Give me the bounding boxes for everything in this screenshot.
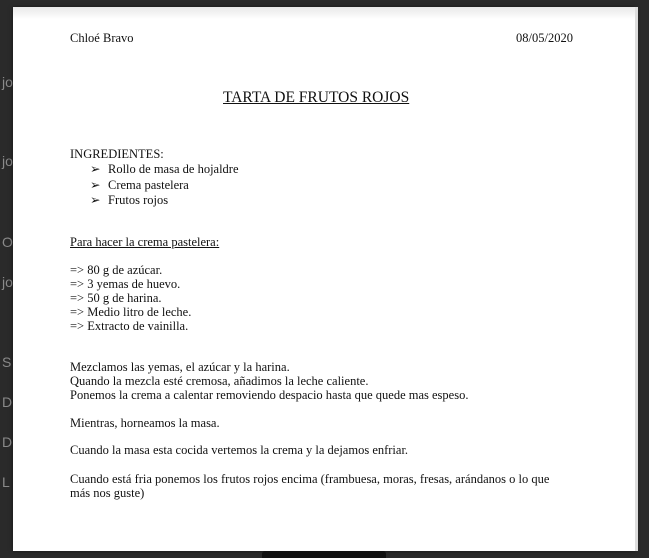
crema-item: => 3 yemas de huevo.	[70, 277, 181, 291]
crema-item: => Extracto de vainilla.	[70, 319, 189, 333]
bullet-icon: ➢	[90, 162, 101, 176]
background-text: L	[2, 474, 10, 490]
ingredient-item: Rollo de masa de hojaldre	[108, 162, 239, 176]
bullet-icon: ➢	[90, 193, 101, 207]
ingredients-heading: INGREDIENTES:	[70, 147, 164, 161]
ingredient-item: Crema pastelera	[108, 178, 189, 192]
background-text: D	[2, 394, 13, 410]
background-text: jo	[2, 153, 13, 169]
document-title: TARTA DE FRUTOS ROJOS	[223, 89, 410, 106]
crema-item: => Medio litro de leche.	[70, 305, 192, 319]
ingredient-item: Frutos rojos	[108, 193, 169, 207]
background-text: D	[2, 434, 13, 450]
scrollbar[interactable]	[635, 7, 638, 551]
step-text: Mientras, horneamos la masa.	[70, 416, 220, 430]
step-text: Quando la mezcla esté cremosa, añadimos la leche caliente.	[70, 374, 369, 388]
step-text: Ponemos la crema a calentar removiendo despacio hasta que quede mas espeso.	[70, 388, 469, 402]
step-text: Cuando la masa esta cocida vertemos la crema y la dejamos enfriar.	[70, 443, 409, 457]
background-text: O	[2, 234, 13, 250]
background-text: jo	[2, 74, 13, 90]
date: 08/05/2020	[516, 31, 573, 45]
author: Chloé Bravo	[70, 31, 134, 45]
bullet-icon: ➢	[90, 178, 101, 192]
document-page	[13, 7, 635, 551]
step-text: Mezclamos las yemas, el azúcar y la harina.	[70, 360, 290, 374]
crema-item: => 50 g de harina.	[70, 291, 162, 305]
background-text: jo	[2, 274, 13, 290]
background-text: S	[2, 354, 12, 370]
crema-item: => 80 g de azúcar.	[70, 263, 163, 277]
step-text: Cuando está fria ponemos los frutos rojos encima (frambuesa, moras, fresas, arándanos o lo que	[70, 472, 550, 486]
step-text: más nos guste)	[70, 486, 145, 500]
crema-heading: Para hacer la crema pastelera:	[70, 235, 220, 249]
bottom-toolbar[interactable]	[262, 551, 386, 558]
